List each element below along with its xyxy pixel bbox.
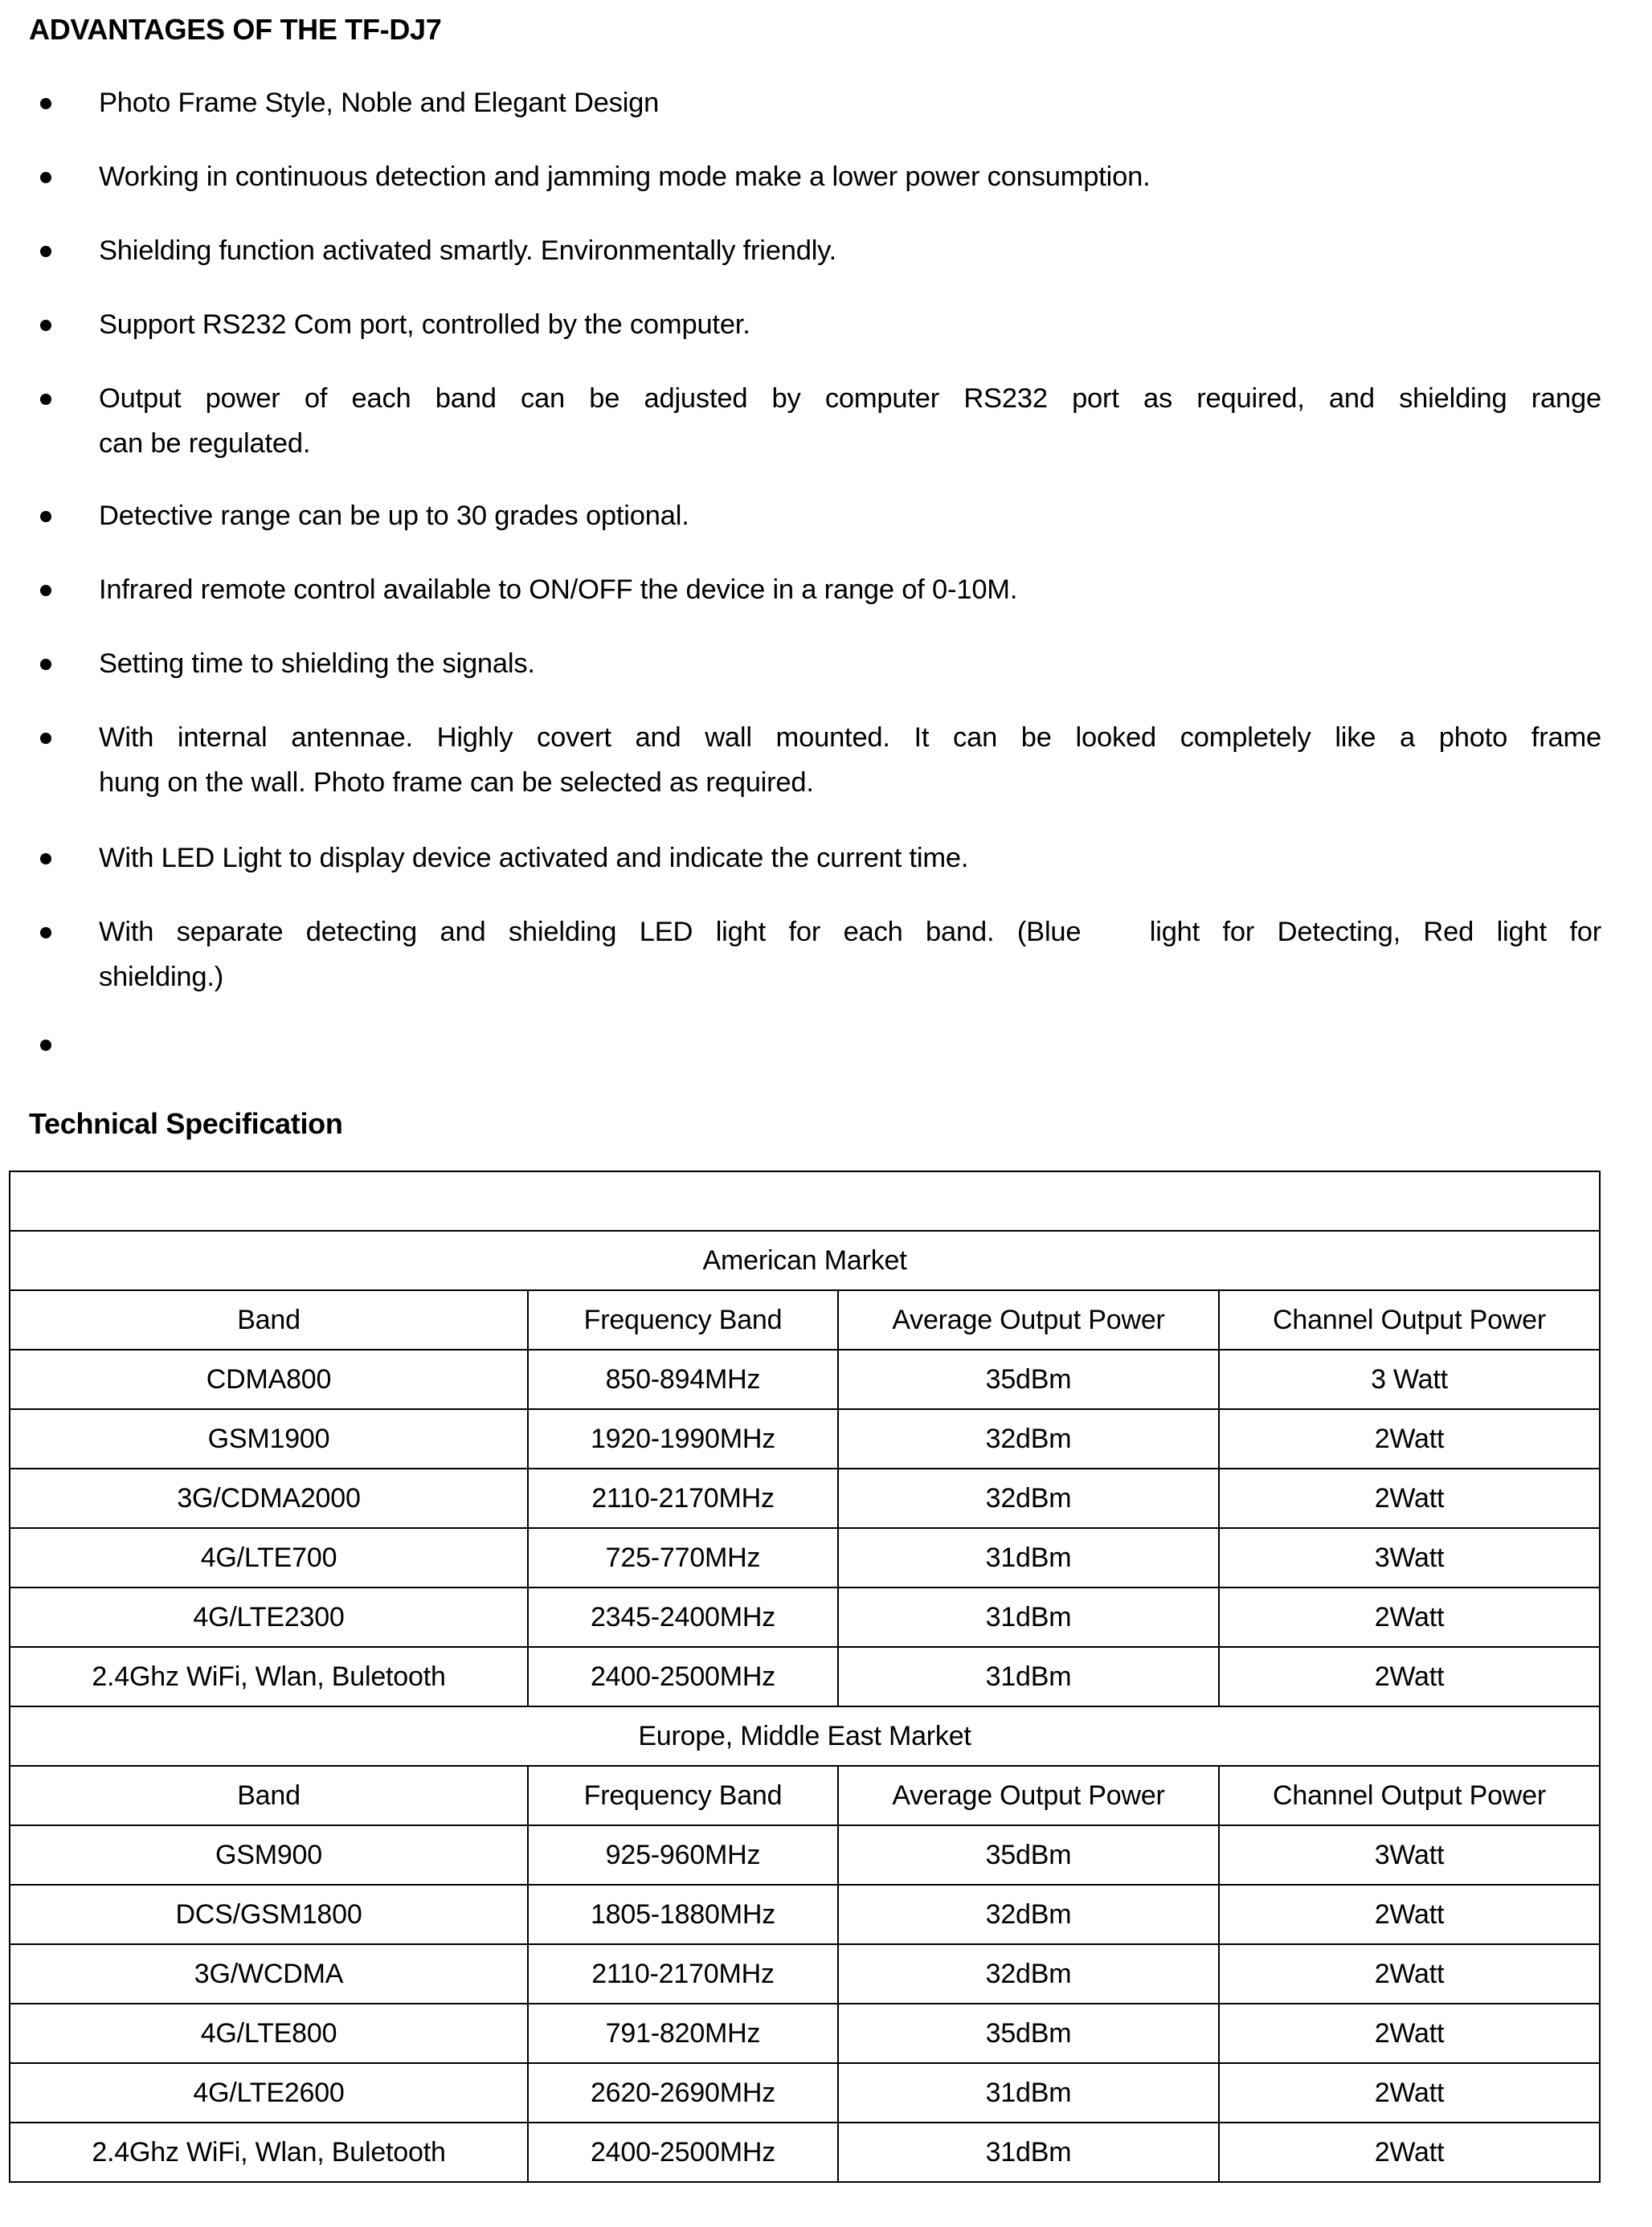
table-cell: 2110-2170MHz: [528, 1469, 838, 1528]
list-item-text: Support RS232 Com port, controlled by the computer.: [99, 309, 750, 340]
table-cell: 32dBm: [838, 1469, 1219, 1528]
table-cell: 2Watt: [1219, 2004, 1600, 2063]
table-cell: 31dBm: [838, 2123, 1219, 2182]
list-item-text: shielding.): [99, 962, 224, 992]
market-title: Europe, Middle East Market: [10, 1706, 1600, 1766]
blank-cell: [10, 1171, 1600, 1231]
column-header: Average Output Power: [838, 1290, 1219, 1350]
table-cell: 2.4Ghz WiFi, Wlan, Buletooth: [10, 2123, 528, 2182]
table-cell: 2Watt: [1219, 1469, 1600, 1528]
column-header: Band: [10, 1766, 528, 1825]
table-cell: 31dBm: [838, 1528, 1219, 1588]
market-title: American Market: [10, 1231, 1600, 1290]
table-row: [10, 1409, 1600, 1469]
list-item-text: can be regulated.: [99, 428, 311, 459]
list-item-text: With LED Light to display device activated and indicate the current time.: [99, 843, 969, 873]
bullet-icon: [40, 927, 51, 938]
list-item-text: With separate detecting and shielding LED light for each band. (Blue light for Detecting, Red light for: [99, 917, 1601, 947]
spec-table: [9, 1171, 1601, 2183]
table-row: [10, 1588, 1600, 1647]
table-cell: CDMA800: [10, 1350, 528, 1409]
table-header-row: [10, 1290, 1600, 1350]
list-item-text: hung on the wall. Photo frame can be selected as required.: [99, 767, 814, 798]
table-row: [10, 2123, 1600, 2182]
table-cell: 3Watt: [1219, 1528, 1600, 1588]
table-cell: 2Watt: [1219, 1885, 1600, 1944]
list-item-text: Working in continuous detection and jamming mode make a lower power consumption.: [99, 161, 1151, 192]
table-cell: 2400-2500MHz: [528, 1647, 838, 1706]
table-row: [10, 1944, 1600, 2004]
list-item-text: Setting time to shielding the signals.: [99, 648, 535, 679]
bullet-icon: [40, 246, 51, 257]
table-row: [10, 1825, 1600, 1885]
bullet-icon: [40, 511, 51, 522]
spec-heading: Technical Specification: [29, 1107, 343, 1140]
table-cell: 2Watt: [1219, 1647, 1600, 1706]
table-cell: 31dBm: [838, 1647, 1219, 1706]
bullet-icon: [40, 585, 51, 596]
table-cell: 31dBm: [838, 2063, 1219, 2123]
table-cell: 3G/WCDMA: [10, 1944, 528, 2004]
list-item-text: Photo Frame Style, Noble and Elegant Design: [99, 88, 660, 118]
table-cell: 32dBm: [838, 1885, 1219, 1944]
table-cell: 2400-2500MHz: [528, 2123, 838, 2182]
table-cell: 1805-1880MHz: [528, 1885, 838, 1944]
column-header: Band: [10, 1290, 528, 1350]
table-header-row: [10, 1766, 1600, 1825]
bullet-icon: [40, 733, 51, 744]
table-cell: 31dBm: [838, 1588, 1219, 1647]
table-cell: 725-770MHz: [528, 1528, 838, 1588]
column-header: Average Output Power: [838, 1766, 1219, 1825]
table-cell: 925-960MHz: [528, 1825, 838, 1885]
column-header: Channel Output Power: [1219, 1766, 1600, 1825]
table-cell: 2620-2690MHz: [528, 2063, 838, 2123]
list-item-text: With internal antennae. Highly covert and wall mounted. It can be looked completely like a photo frame: [99, 722, 1601, 753]
table-cell: 3Watt: [1219, 1825, 1600, 1885]
column-header: Channel Output Power: [1219, 1290, 1600, 1350]
table-cell: 32dBm: [838, 1944, 1219, 2004]
table-cell: DCS/GSM1800: [10, 1885, 528, 1944]
table-cell: 2Watt: [1219, 1409, 1600, 1469]
table-cell: 4G/LTE800: [10, 2004, 528, 2063]
table-cell: 35dBm: [838, 2004, 1219, 2063]
table-cell: 3 Watt: [1219, 1350, 1600, 1409]
bullet-icon: [40, 172, 51, 183]
table-cell: 2Watt: [1219, 2063, 1600, 2123]
market-row: [10, 1231, 1600, 1290]
table-cell: GSM1900: [10, 1409, 528, 1469]
table-cell: 4G/LTE700: [10, 1528, 528, 1588]
advantages-heading: ADVANTAGES OF THE TF-DJ7: [29, 13, 442, 46]
table-cell: 35dBm: [838, 1825, 1219, 1885]
list-item-text: Shielding function activated smartly. Environmentally friendly.: [99, 235, 837, 266]
table-cell: 3G/CDMA2000: [10, 1469, 528, 1528]
bullet-icon: [40, 394, 51, 405]
table-cell: 2345-2400MHz: [528, 1588, 838, 1647]
table-cell: 2Watt: [1219, 1588, 1600, 1647]
bullet-icon: [40, 1040, 51, 1051]
market-row: [10, 1706, 1600, 1766]
table-cell: 2.4Ghz WiFi, Wlan, Buletooth: [10, 1647, 528, 1706]
table-row: [10, 1350, 1600, 1409]
table-row: [10, 1885, 1600, 1944]
bullet-icon: [40, 98, 51, 109]
table-row: [10, 1469, 1600, 1528]
table-cell: 32dBm: [838, 1409, 1219, 1469]
table-row: [10, 2063, 1600, 2123]
table-cell: GSM900: [10, 1825, 528, 1885]
bullet-icon: [40, 853, 51, 864]
bullet-icon: [40, 320, 51, 331]
table-cell: 2110-2170MHz: [528, 1944, 838, 2004]
table-cell: 2Watt: [1219, 1944, 1600, 2004]
table-cell: 850-894MHz: [528, 1350, 838, 1409]
list-item-text: Detective range can be up to 30 grades optional.: [99, 501, 689, 531]
bullet-icon: [40, 659, 51, 670]
table-cell: 791-820MHz: [528, 2004, 838, 2063]
list-item-text: Infrared remote control available to ON/OFF the device in a range of 0-10M.: [99, 574, 1018, 605]
table-cell: 2Watt: [1219, 2123, 1600, 2182]
table-row: [10, 2004, 1600, 2063]
table-cell: 4G/LTE2300: [10, 1588, 528, 1647]
table-cell: 1920-1990MHz: [528, 1409, 838, 1469]
table-blank-row: [10, 1171, 1600, 1231]
column-header: Frequency Band: [528, 1766, 838, 1825]
list-item-text: Output power of each band can be adjusted by computer RS232 port as required, and shielding range: [99, 383, 1601, 414]
table-row: [10, 1528, 1600, 1588]
table-cell: 4G/LTE2600: [10, 2063, 528, 2123]
table-cell: 35dBm: [838, 1350, 1219, 1409]
table-row: [10, 1647, 1600, 1706]
column-header: Frequency Band: [528, 1290, 838, 1350]
